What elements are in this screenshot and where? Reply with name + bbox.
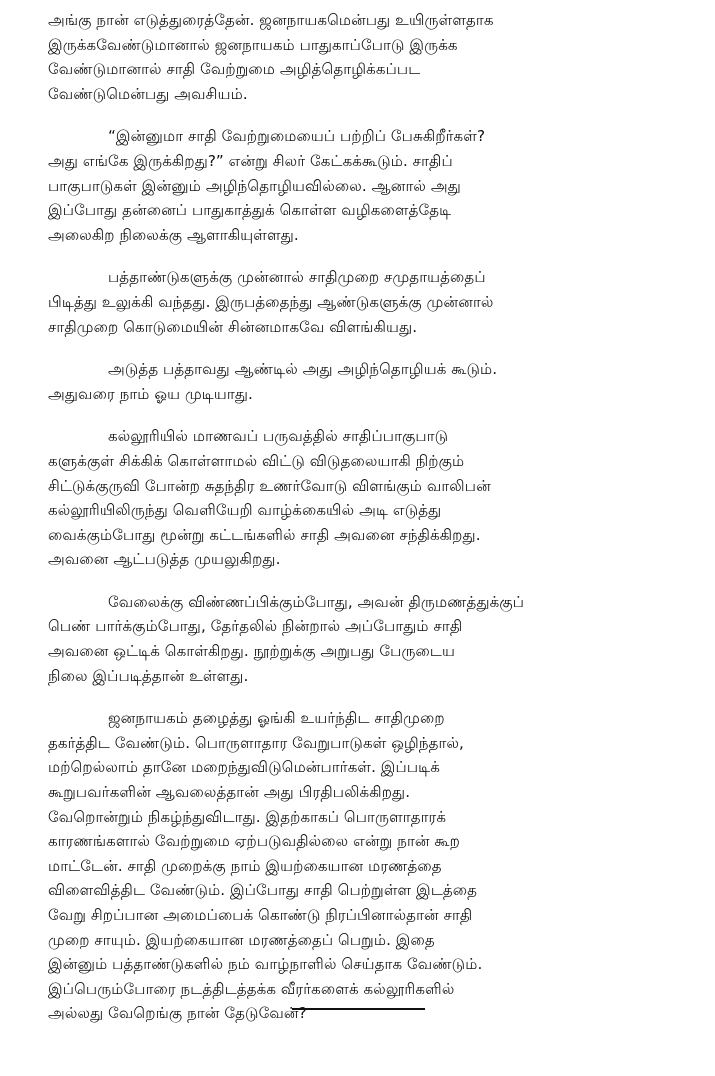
text-line: காரணங்களால் வேற்றுமை ஏற்படுவதில்லை என்று நான் கூற — [48, 832, 460, 851]
text-line: அங்கு நான் எடுத்துரைத்தேன். ஜனநாயகமென்பது உயிருள்ளதாக — [48, 11, 494, 29]
text-line: பெண் பார்க்கும்போது, தேர்தலில் நின்றால் அப்போதும் சாதி — [48, 617, 463, 636]
text-line: அலைகிற நிலைக்கு ஆளாகியுள்ளது. — [48, 225, 299, 244]
text-line: கூறுபவர்களின் ஆவலைத்தான் அது பிரதிபலிக்கிறது. — [48, 783, 411, 802]
text-line: இருக்கவேண்டுமானால் ஜனநாயகம் பாதுகாப்போடு இருக்க — [48, 35, 458, 54]
text-line: தகர்த்திட வேண்டும். பொருளாதார வேறுபாடுகள் ஒழிந்தால், — [48, 733, 464, 752]
text-line: இப்போது தன்னைப் பாதுகாத்துக் கொள்ள வழிகளைத்தேடி — [48, 201, 452, 220]
text-line: மற்றெல்லாம் தானே மறைந்துவிடுமென்பார்கள். இப்படிக் — [48, 758, 440, 777]
text-line: அவனை ஒட்டிக் கொள்கிறது. நூற்றுக்கு அறுபது பேருடைய — [48, 642, 456, 661]
text-line: முறை சாயும். இயற்கையான மரணத்தைப் பெறும். இதை — [48, 930, 435, 949]
text-line: நிலை இப்படித்தான் உள்ளது. — [48, 666, 249, 685]
text-line: விளைவித்திட வேண்டும். இப்போது சாதி பெற்றுள்ள இடத்தை — [48, 881, 478, 900]
text-line: வேறொன்றும் நிகழ்ந்துவிடாது. இதற்காகப் பொருளாதாரக் — [48, 807, 447, 826]
paragraph-6 — [48, 590, 702, 688]
text-line: வேண்டுமென்பது அவசியம். — [48, 84, 248, 103]
text-line: அதுவரை நாம் ஓய முடியாது. — [48, 384, 253, 403]
text-line: பத்தாண்டுகளுக்கு முன்னால் சாதிமுறை சமுதாயத்தைப் — [108, 268, 486, 287]
text-line: ஜனநாயகம் தழைத்து ஓங்கி உயர்ந்திட சாதிமுறை — [108, 709, 445, 728]
text-line: வேண்டுமானால் சாதி வேற்றுமை அழித்தொழிக்கப்பட — [48, 60, 421, 79]
paragraph-2 — [48, 124, 702, 247]
end-rule-divider — [292, 1008, 425, 1010]
text-line: பாகுபாடுகள் இன்னும் அழிந்தொழியவில்லை. ஆனால் அது — [48, 176, 461, 195]
paragraph-3 — [48, 265, 702, 339]
text-line: இன்னும் பத்தாண்டுகளில் நம் வாழ்நாளில் செய்தாக வேண்டும். — [48, 955, 483, 974]
text-line: வேலைக்கு விண்ணப்பிக்கும்போது, அவன் திருமணத்துக்குப் — [108, 592, 525, 611]
text-line: அவனை ஆட்படுத்த முயலுகிறது. — [48, 550, 281, 569]
paragraph-4 — [48, 357, 702, 406]
text-line: “இன்னுமா சாதி வேற்றுமையைப் பற்றிப் பேசுகிறீர்கள்? — [108, 127, 486, 146]
paragraph-5 — [48, 424, 702, 572]
text-line: சிட்டுக்குருவி போன்ற சுதந்திர உணர்வோடு விளங்கும் வாலிபன் — [48, 476, 491, 495]
document-page — [48, 8, 702, 1044]
text-line: கல்லூரியிலிருந்து வெளியேறி வாழ்க்கையில் அடி எடுத்து — [48, 501, 442, 520]
text-line: பிடித்து உலுக்கி வந்தது. இருபத்தைந்து ஆண்டுகளுக்கு முன்னால் — [48, 292, 494, 311]
text-line: அது எங்கே இருக்கிறது?” என்று சிலர் கேட்கக்கூடும். சாதிப் — [48, 151, 453, 170]
paragraph-7 — [48, 706, 702, 1026]
text-line: வைக்கும்போது மூன்று கட்டங்களில் சாதி அவனை சந்திக்கிறது. — [48, 525, 481, 544]
text-line: கல்லூரியில் மாணவப் பருவத்தில் சாதிப்பாகுபாடு — [108, 427, 449, 446]
text-line: அல்லது வேறெங்கு நான் தேடுவேன்? — [48, 1004, 307, 1023]
text-line: சாதிமுறை கொடுமையின் சின்னமாகவே விளங்கியது. — [48, 317, 418, 336]
paragraph-1 — [48, 8, 702, 106]
text-line: அடுத்த பத்தாவது ஆண்டில் அது அழிந்தொழியக் கூடும். — [108, 360, 498, 379]
text-line: மாட்டேன். சாதி முறைக்கு நாம் இயற்கையான மரணத்தை — [48, 856, 442, 875]
text-line: வேறு சிறப்பான அமைப்பைக் கொண்டு நிரப்பினால்தான் சாதி — [48, 906, 473, 924]
text-line: இப்பெரும்போரை நடத்திடத்தக்க வீரர்களைக் கல்லூரிகளில் — [48, 979, 455, 998]
text-line: களுக்குள் சிக்கிக் கொள்ளாமல் விட்டு விடுதலையாகி நிற்கும் — [48, 451, 465, 470]
